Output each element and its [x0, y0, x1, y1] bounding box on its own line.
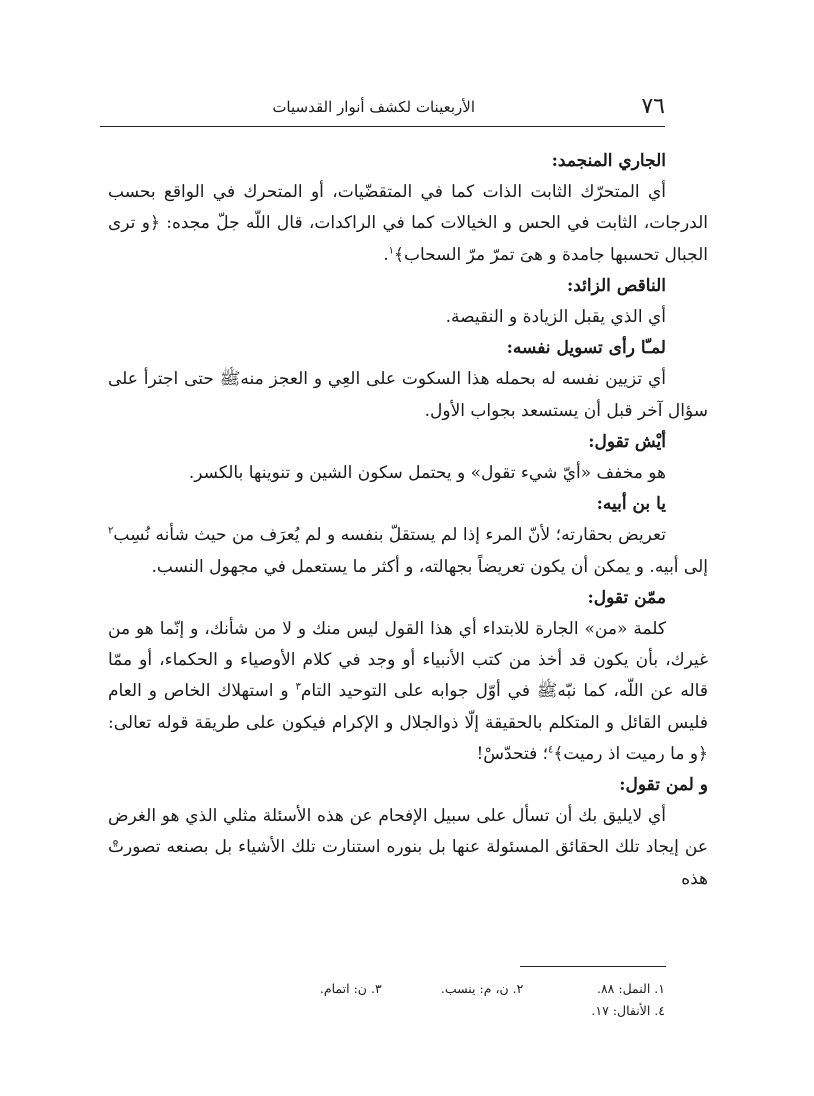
paragraph	[108, 364, 708, 426]
footnote: ١. النمل: ٨٨.	[596, 981, 665, 996]
text: كلمة «من» الجارة للابتداء أي هذا القول ليس منك و لا من شأنك، و إنّما هو من غيرك، بأن يكون قد أخذ من كتب الأنبياء أو وجد في كلام الأوصياء و الحكماء، أو ممّا قاله عن اللّه، كما نبّهﷺ في أوّل جوابه على التوحيد التام	[108, 619, 708, 702]
text: ممّن تقول:	[587, 587, 666, 608]
footnote-marker: ٢	[108, 525, 114, 537]
text: يا بن أبيه:	[596, 494, 666, 515]
footnote-marker: ١	[388, 244, 395, 256]
paragraph	[108, 458, 708, 489]
footnotes	[240, 978, 665, 1022]
text: أي الذي يقبل الزيادة و النقيصة.	[445, 307, 666, 328]
section-heading	[108, 146, 708, 177]
footnote: ٣. ن: اتمام.	[319, 981, 382, 996]
footnote-rule	[520, 966, 666, 967]
text-continued: .	[383, 244, 389, 265]
page-number: ٧٦	[641, 94, 665, 119]
paragraph	[108, 520, 708, 582]
footnote-row	[240, 978, 665, 1000]
section-heading	[108, 489, 708, 520]
text-continued: ؛ فتحدّسْ!	[476, 743, 549, 764]
running-title: الأربعينات لكشف أنوار القدسيات	[272, 98, 475, 116]
body-text	[108, 146, 708, 895]
footnote: ٤. الأنفال: ١٧.	[591, 1003, 665, 1018]
section-heading	[108, 271, 708, 302]
section-heading	[108, 333, 708, 364]
text: أيْش تقول:	[588, 431, 666, 452]
footnote: ٢. ن، م: ينسب.	[440, 981, 524, 996]
text: هو مخفف «أيّ شيء تقول» و يحتمل سكون الشين و تنوينها بالكسر.	[188, 463, 666, 484]
text: الناقص الزائد:	[566, 275, 666, 296]
section-heading	[108, 427, 708, 458]
paragraph	[108, 177, 708, 271]
paragraph	[108, 801, 708, 895]
text: و لمن تقول:	[619, 775, 708, 796]
text-continued: و استهلاك الخاص و العام فليس القائل و المتكلم بالحقيقة إلّا ذوالجلال و الإكرام فيكون على طريقة قوله تعالى: ﴿و ما رميت اذ رميت﴾	[108, 681, 708, 764]
header-rule	[100, 126, 665, 127]
text: تعريض بحقارته؛ لأنّ المرء إذا لم يستقلّ بنفسه و لم يُعرَف من حيث شأنه نُسِب	[113, 525, 666, 546]
paragraph	[108, 614, 708, 770]
text: الجاري المنجمد:	[551, 151, 666, 171]
text: أي تزيين نفسه له بحمله هذا السكوت على العِي و العجز منهﷺ حتى اجترأ على سؤال آخر قبل أن يستسعد بجواب الأول.	[108, 369, 708, 421]
footnote-marker: ٣	[295, 681, 301, 693]
text-continued: إلى أبيه. و يمكن أن يكون تعريضاً بجهالته، و أكثر ما يستعمل في مجهول النسب.	[151, 556, 708, 577]
footnote-row	[240, 1000, 665, 1022]
section-heading	[108, 583, 708, 614]
text: لمـّا رأى تسويل نفسه:	[506, 338, 666, 359]
text: أي المتحرّك الثابت الذات كما في المتقضّيات، أو المتحرك في الواقع بحسب الدرجات، الثابت في الحس و الخيالات كما في الراكدات، قال اللّه جلّ مجده: ﴿و ترى الجبال تحسبها جامدة و هىَ تمرّ مرّ السحاب﴾	[108, 182, 708, 265]
section-heading	[108, 770, 708, 801]
paragraph	[108, 302, 708, 333]
text: أي لايليق بك أن تسأل على سبيل الإفحام عن هذه الأسئلة مثلي الذي هو الغرض عن إيجاد تلك الحقائق المسئولة عنها بل بنوره استنارت تلك الأشياء بل بصنعه تصورتْ هذه	[108, 806, 708, 889]
page-header	[100, 92, 665, 124]
footnote-marker: ٤	[548, 744, 554, 756]
